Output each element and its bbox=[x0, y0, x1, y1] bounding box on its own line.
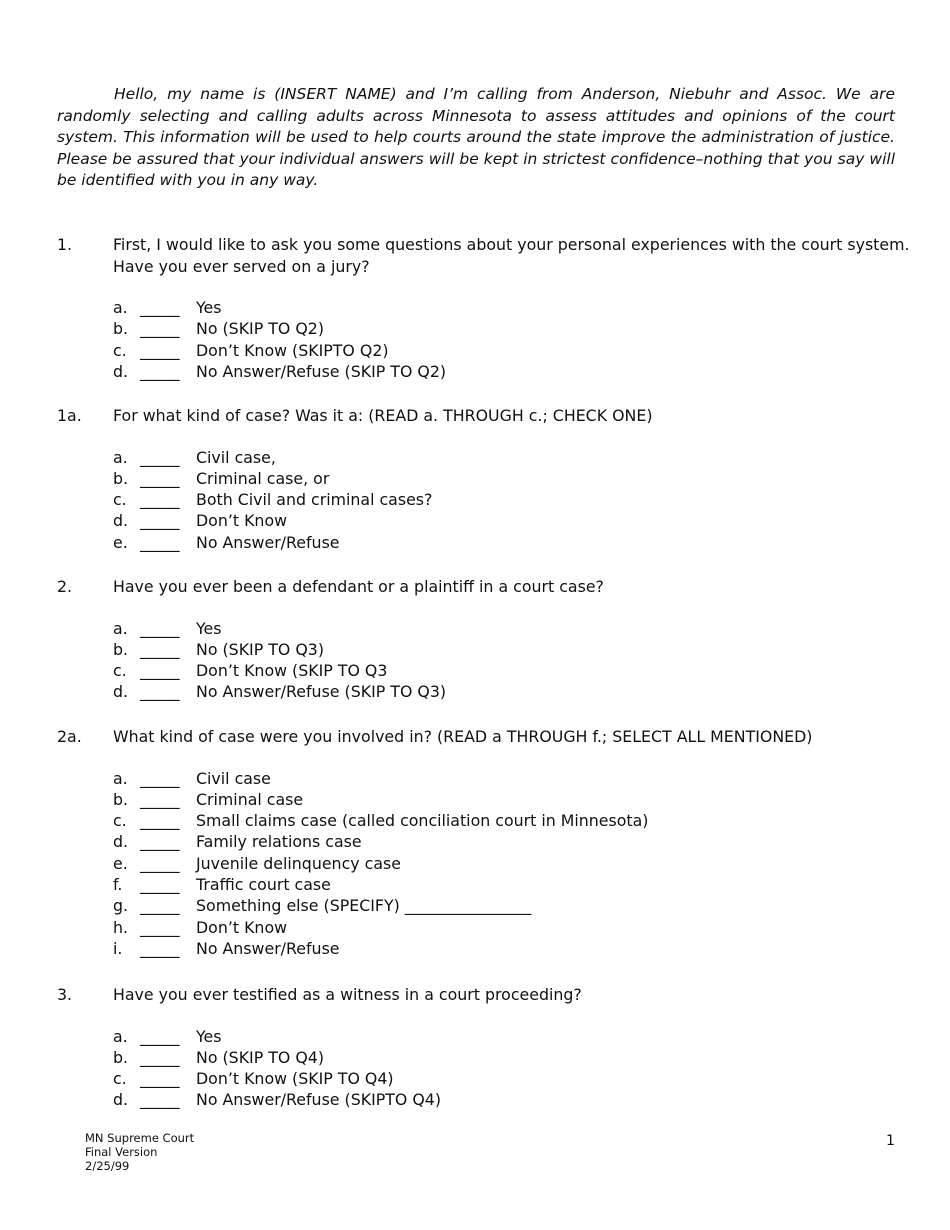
option-label: Yes bbox=[196, 298, 222, 318]
option-label: Civil case, bbox=[196, 447, 276, 467]
option-letter: a. bbox=[113, 447, 128, 467]
answer-option[interactable] bbox=[113, 938, 917, 959]
option-letter: a. bbox=[113, 618, 128, 638]
option-label: Family relations case bbox=[196, 832, 362, 852]
option-letter: b. bbox=[113, 319, 129, 339]
answer-option[interactable] bbox=[113, 1089, 917, 1110]
option-letter: g. bbox=[113, 896, 129, 916]
answer-blank[interactable]: _____ bbox=[140, 1047, 180, 1067]
answer-option[interactable] bbox=[113, 318, 917, 339]
answer-blank[interactable]: _____ bbox=[140, 1069, 180, 1089]
question-number: 1a. bbox=[57, 406, 82, 425]
intro-paragraph: Hello, my name is (INSERT NAME) and I’m calling from Anderson, Niebuhr and Assoc. We are randomly selecting and calling adults across Minnesota to assess attitudes and opinions of the court system. This information will be used to help courts around the state improve the administration of justice. Please be assured that your individual answers will be kept in strictest confidence–nothing that you say will be identified with you in any way. bbox=[57, 85, 895, 190]
option-label: No Answer/Refuse bbox=[196, 532, 340, 552]
option-label: Criminal case, or bbox=[196, 468, 330, 488]
answer-blank[interactable]: _____ bbox=[140, 853, 180, 873]
option-letter: c. bbox=[113, 490, 127, 510]
answer-blank[interactable]: _____ bbox=[140, 511, 180, 531]
option-label: Yes bbox=[196, 1026, 222, 1046]
answer-option[interactable] bbox=[113, 660, 917, 681]
option-label: Something else (SPECIFY) ________________ bbox=[196, 896, 532, 916]
answer-blank[interactable]: _____ bbox=[140, 875, 180, 895]
answer-option[interactable] bbox=[113, 340, 917, 361]
answer-options bbox=[113, 768, 917, 960]
answer-option[interactable] bbox=[113, 768, 917, 789]
answer-blank[interactable]: _____ bbox=[140, 1026, 180, 1046]
answer-option[interactable] bbox=[113, 810, 917, 831]
answer-options bbox=[113, 447, 917, 553]
option-letter: e. bbox=[113, 532, 128, 552]
answer-option[interactable] bbox=[113, 831, 917, 852]
question-text: Have you ever testified as a witness in a court proceeding? bbox=[113, 985, 582, 1004]
question-number: 2. bbox=[57, 577, 73, 596]
answer-blank[interactable]: _____ bbox=[140, 447, 180, 467]
option-label: No Answer/Refuse (SKIPTO Q4) bbox=[196, 1090, 442, 1110]
option-letter: d. bbox=[113, 682, 129, 702]
option-label: Civil case bbox=[196, 768, 271, 788]
option-letter: c. bbox=[113, 811, 127, 831]
answer-blank[interactable]: _____ bbox=[140, 532, 180, 552]
option-letter: c. bbox=[113, 340, 127, 360]
option-letter: b. bbox=[113, 639, 129, 659]
answer-blank[interactable]: _____ bbox=[140, 661, 180, 681]
question-2a bbox=[57, 726, 917, 959]
answer-option[interactable] bbox=[113, 489, 917, 510]
question-number: 1. bbox=[57, 235, 73, 254]
option-label: No (SKIP TO Q4) bbox=[196, 1047, 325, 1067]
answer-option[interactable] bbox=[113, 681, 917, 702]
answer-option[interactable] bbox=[113, 468, 917, 489]
question-1 bbox=[57, 234, 917, 382]
answer-option[interactable] bbox=[113, 1047, 917, 1068]
option-label: Don’t Know bbox=[196, 917, 288, 937]
answer-option[interactable] bbox=[113, 853, 917, 874]
answer-option[interactable] bbox=[113, 917, 917, 938]
option-letter: d. bbox=[113, 1090, 129, 1110]
question-text: For what kind of case? Was it a: (READ a. THROUGH c.; CHECK ONE) bbox=[113, 406, 653, 425]
option-letter: b. bbox=[113, 468, 129, 488]
answer-blank[interactable]: _____ bbox=[140, 789, 180, 809]
option-label: Don’t Know (SKIP TO Q4) bbox=[196, 1069, 394, 1089]
option-letter: h. bbox=[113, 917, 129, 937]
answer-options bbox=[113, 1026, 917, 1111]
option-letter: a. bbox=[113, 1026, 128, 1046]
option-label: Yes bbox=[196, 618, 222, 638]
answer-option[interactable] bbox=[113, 618, 917, 639]
option-letter: d. bbox=[113, 362, 129, 382]
answer-options bbox=[113, 297, 917, 382]
answer-blank[interactable]: _____ bbox=[140, 896, 180, 916]
option-letter: d. bbox=[113, 511, 129, 531]
option-label: Don’t Know (SKIP TO Q3 bbox=[196, 661, 388, 681]
answer-option[interactable] bbox=[113, 532, 917, 553]
option-letter: a. bbox=[113, 298, 128, 318]
option-label: No Answer/Refuse (SKIP TO Q2) bbox=[196, 362, 447, 382]
answer-option[interactable] bbox=[113, 789, 917, 810]
answer-blank[interactable]: _____ bbox=[140, 768, 180, 788]
footer-version: Final Version bbox=[85, 1145, 158, 1159]
question-text: Have you ever been a defendant or a plaintiff in a court case? bbox=[113, 577, 604, 596]
answer-blank[interactable]: _____ bbox=[140, 362, 180, 382]
option-label: Traffic court case bbox=[196, 875, 331, 895]
question-1a bbox=[57, 405, 917, 553]
option-letter: b. bbox=[113, 1047, 129, 1067]
option-letter: i. bbox=[113, 938, 123, 958]
answer-blank[interactable]: _____ bbox=[140, 917, 180, 937]
question-number: 3. bbox=[57, 985, 73, 1004]
answer-option[interactable] bbox=[113, 1026, 917, 1047]
answer-blank[interactable]: _____ bbox=[140, 490, 180, 510]
answer-option[interactable] bbox=[113, 895, 917, 916]
option-label: Juvenile delinquency case bbox=[196, 853, 401, 873]
answer-blank[interactable]: _____ bbox=[140, 832, 180, 852]
option-label: Don’t Know bbox=[196, 511, 288, 531]
option-letter: f. bbox=[113, 875, 123, 895]
answer-option[interactable] bbox=[113, 297, 917, 318]
answer-blank[interactable]: _____ bbox=[140, 682, 180, 702]
option-label: Both Civil and criminal cases? bbox=[196, 490, 433, 510]
question-text: First, I would like to ask you some questions about your personal experiences with the court system. Have you ever served on a jury? bbox=[113, 235, 910, 276]
option-label: No (SKIP TO Q2) bbox=[196, 319, 325, 339]
answer-option[interactable] bbox=[113, 447, 917, 468]
option-letter: d. bbox=[113, 832, 129, 852]
page-number: 1 bbox=[886, 1133, 895, 1149]
answer-blank[interactable]: _____ bbox=[140, 938, 180, 958]
answer-options bbox=[113, 618, 917, 703]
option-letter: c. bbox=[113, 1069, 127, 1089]
option-letter: c. bbox=[113, 661, 127, 681]
option-letter: e. bbox=[113, 853, 128, 873]
answer-option[interactable] bbox=[113, 639, 917, 660]
option-label: No Answer/Refuse (SKIP TO Q3) bbox=[196, 682, 447, 702]
option-label: Don’t Know (SKIPTO Q2) bbox=[196, 340, 389, 360]
option-label: Small claims case (called conciliation court in Minnesota) bbox=[196, 811, 649, 831]
answer-blank[interactable]: _____ bbox=[140, 811, 180, 831]
footer-organization: MN Supreme Court bbox=[85, 1131, 195, 1145]
answer-blank[interactable]: _____ bbox=[140, 618, 180, 638]
option-letter: a. bbox=[113, 768, 128, 788]
option-label: Criminal case bbox=[196, 789, 304, 809]
answer-option[interactable] bbox=[113, 1068, 917, 1089]
answer-option[interactable] bbox=[113, 510, 917, 531]
option-label: No (SKIP TO Q3) bbox=[196, 639, 325, 659]
answer-blank[interactable]: _____ bbox=[140, 298, 180, 318]
question-3 bbox=[57, 984, 917, 1111]
option-letter: b. bbox=[113, 789, 129, 809]
answer-option[interactable] bbox=[113, 361, 917, 382]
option-label: No Answer/Refuse bbox=[196, 938, 340, 958]
footer-date: 2/25/99 bbox=[85, 1159, 130, 1173]
answer-blank[interactable]: _____ bbox=[140, 468, 180, 488]
answer-blank[interactable]: _____ bbox=[140, 340, 180, 360]
answer-blank[interactable]: _____ bbox=[140, 639, 180, 659]
page-footer bbox=[85, 1131, 194, 1173]
question-number: 2a. bbox=[57, 727, 82, 746]
question-2 bbox=[57, 576, 917, 703]
answer-blank[interactable]: _____ bbox=[140, 1090, 180, 1110]
question-text: What kind of case were you involved in? (READ a THROUGH f.; SELECT ALL MENTIONED) bbox=[113, 727, 813, 746]
answer-blank[interactable]: _____ bbox=[140, 319, 180, 339]
answer-option[interactable] bbox=[113, 874, 917, 895]
